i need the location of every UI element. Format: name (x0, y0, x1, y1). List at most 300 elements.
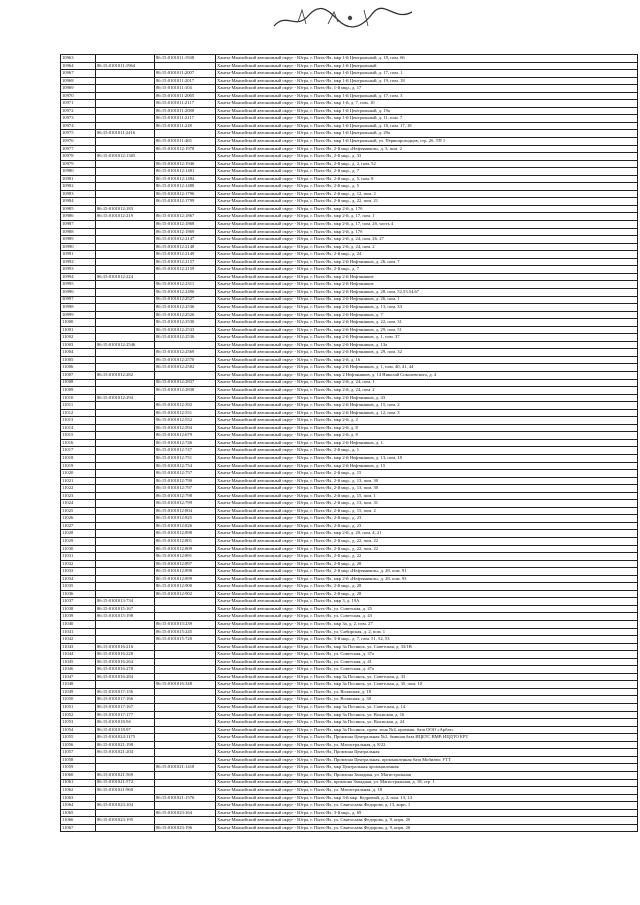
address-cell: Ханты-Мансийский автономный округ - Югра, г. Пыть-Ях, мкр 2-й Нефтяников, д. 13, пом. 33 (216, 304, 638, 312)
row-number-cell: 11064 (61, 802, 96, 810)
old-cadastral-number-cell (96, 447, 155, 455)
address-cell: Ханты-Мансийский автономный округ - Югра, г. Пыть-Ях, 2-й мкр «Нефтяников», д. 28, пом. 91 (216, 568, 638, 576)
old-cadastral-number-cell (96, 824, 155, 832)
table-row (61, 243, 638, 251)
address-cell: Ханты-Мансийский автономный округ - Югра, г. Пыть-Ях, мкр 2-й Нефтяников, д. 13а (216, 341, 638, 349)
new-cadastral-number-cell: 86:15:0101011:2065 (155, 92, 216, 100)
old-cadastral-number-cell: 86:15:0101017:156 (96, 688, 155, 696)
table-row (61, 424, 638, 432)
old-cadastral-number-cell (96, 538, 155, 546)
row-number-cell: 11012 (61, 409, 96, 417)
row-number-cell: 10986 (61, 213, 96, 221)
row-number-cell: 11063 (61, 794, 96, 802)
new-cadastral-number-cell: 86:15:0101015:720 (155, 636, 216, 644)
table-row (61, 605, 638, 613)
address-cell: Ханты-Мансийский автономный округ - Югра, г. Пыть-Ях, мкр 2-й, д. 8 (216, 424, 638, 432)
row-number-cell: 11045 (61, 658, 96, 666)
address-cell: Ханты-Мансийский автономный округ - Югра, г. Пыть-Ях, ул. Магистральная, д. 8/22 (216, 741, 638, 749)
row-number-cell: 11019 (61, 462, 96, 470)
address-cell: Ханты-Мансийский автономный округ - Югра, г. Пыть-Ях, ул. Волжская, д. 18 (216, 688, 638, 696)
old-cadastral-number-cell: 86:15:0101012:224 (96, 273, 155, 281)
address-cell: Ханты-Мансийский автономный округ - Югра, г. Пыть-Ях, ул. Советская, д. 43 (216, 613, 638, 621)
table-row (61, 673, 638, 681)
row-number-cell: 11049 (61, 688, 96, 696)
address-cell: Ханты-Мансийский автономный округ - Югра, г. Пыть-Ях, ул. Волжская, д. 30 (216, 696, 638, 704)
table-row (61, 273, 638, 281)
row-number-cell: 10992 (61, 258, 96, 266)
new-cadastral-number-cell: 86:15:0101011:2117 (155, 100, 216, 108)
address-cell: Ханты-Мансийский автономный округ - Югра, г. Пыть-Ях, 3-й мкр., д. 69 (216, 809, 638, 817)
table-row (61, 590, 638, 598)
address-cell: Ханты-Мансийский автономный округ - Югра, г. Пыть-Ях, 2-й мкр., д. 13, пом. 30 (216, 485, 638, 493)
table-row (61, 55, 638, 63)
row-number-cell: 11017 (61, 447, 96, 455)
table-row (61, 266, 638, 274)
table-row (61, 190, 638, 198)
old-cadastral-number-cell (96, 198, 155, 206)
new-cadastral-number-cell: 86:15:0101012:2570 (155, 356, 216, 364)
table-row (61, 688, 638, 696)
row-number-cell: 11060 (61, 771, 96, 779)
new-cadastral-number-cell: 86:15:0101012:2582 (155, 364, 216, 372)
old-cadastral-number-cell (96, 77, 155, 85)
address-cell: Ханты-Мансийский автономный округ - Югра, г. Пыть-Ях, мкр 1-й Центральный, д. 19а (216, 107, 638, 115)
old-cadastral-number-cell (96, 485, 155, 493)
table-row (61, 77, 638, 85)
old-cadastral-number-cell: 86:15:0101016:216 (96, 643, 155, 651)
old-cadastral-number-cell: 86:15:0101012:1305 (96, 153, 155, 161)
address-cell: Ханты-Мансийский автономный округ - Югра, г. Пыть-Ях, 2-й мкр., д. 22, пом. 22 (216, 538, 638, 546)
old-cadastral-number-cell: 86:15:0101015:167 (96, 605, 155, 613)
table-row (61, 530, 638, 538)
old-cadastral-number-cell (96, 122, 155, 130)
old-cadastral-number-cell: 86:15:0101017:177 (96, 711, 155, 719)
table-row (61, 621, 638, 629)
new-cadastral-number-cell (155, 771, 216, 779)
row-number-cell: 11061 (61, 779, 96, 787)
address-cell: Ханты-Мансийский автономный округ - Югра, г. Пыть-Ях, мкр 3а Посинск, ул. Волжская, д. 24 (216, 719, 638, 727)
table-row (61, 507, 638, 515)
address-cell: Ханты-Мансийский автономный округ - Югра, г. Пыть-Ях, 2-й мкр., д. 22, пом. 22 (216, 545, 638, 553)
address-cell: Ханты-Мансийский автономный округ - Югра, г. Пыть-Ях, мкр 2-й Нефтяников, д. 1 (216, 439, 638, 447)
address-cell: Ханты-Мансийский автономный округ - Югра, г. Пыть-Ях, Промзона Центральная (216, 749, 638, 757)
new-cadastral-number-cell (155, 756, 216, 764)
address-cell: Ханты-Мансийский автономный округ - Югра, г. Пыть-Ях, 2-й мкр., д. 15, пом. 1 (216, 492, 638, 500)
row-number-cell: 11021 (61, 477, 96, 485)
old-cadastral-number-cell: 86:15:0101021:569 (96, 771, 155, 779)
address-cell: Ханты-Мансийский автономный округ - Югра, г. Пыть-Ях, 3-й мкр., д. 7, пом. 51, 52, 53 (216, 636, 638, 644)
old-cadastral-number-cell (96, 432, 155, 440)
old-cadastral-number-cell (96, 568, 155, 576)
table-row (61, 221, 638, 229)
address-cell: Ханты-Мансийский автономный округ - Югра, г. Пыть-Ях, мкр 2-й Нефтяников, д. 15, пом. 2 (216, 402, 638, 410)
new-cadastral-number-cell: 86:15:0101012:1796 (155, 190, 216, 198)
address-cell: Ханты-Мансийский автономный округ - Югра, г. Пыть-Ях, мкр 2-й, д. 24, пом. 1 (216, 379, 638, 387)
new-cadastral-number-cell: 86:15:0101012:2837 (155, 379, 216, 387)
row-number-cell: 10982 (61, 183, 96, 191)
table-row (61, 485, 638, 493)
address-cell: Ханты-Мансийский автономный округ - Югра, г. Пыть-Ях, мкр 1-й Центральный, ул. Первопроходцев, стр. 2б, ТП 1 (216, 138, 638, 146)
address-cell: Ханты-Мансийский автономный округ - Югра, г. Пыть-Ях, Промзона Центральная, промышленная база Мобилюс УТТ (216, 756, 638, 764)
old-cadastral-number-cell (96, 439, 155, 447)
new-cadastral-number-cell: 86:15:0101015:245 (155, 628, 216, 636)
address-cell: Ханты-Мансийский автономный округ - Югра, г. Пыть-Ях, мкр 2-й Нефтяников, д. 26, пом. 1 (216, 296, 638, 304)
table-row (61, 439, 638, 447)
row-number-cell: 11065 (61, 809, 96, 817)
address-cell: Ханты-Мансийский автономный округ - Югра, г. Пыть-Ях, мкр 2-й, д. 24, пом. 2 (216, 243, 638, 251)
address-cell: Ханты-Мансийский автономный округ - Югра, г. Пыть-Ях, 2-й мкр., д. 24 (216, 251, 638, 259)
old-cadastral-number-cell (96, 183, 155, 191)
table-row (61, 553, 638, 561)
address-cell: Ханты-Мансийский автономный округ - Югра, г. Пыть-Ях, 2-й мкр., д. 15, пом. 2 (216, 507, 638, 515)
address-cell: Ханты-Мансийский автономный округ - Югра, г. Пыть-Ях, 2-й мкр., д. 15 (216, 470, 638, 478)
new-cadastral-number-cell: 86:15:0101012:751 (155, 454, 216, 462)
address-cell: Ханты-Мансийский автономный округ - Югра, г. Пыть-Ях, 2-й мкр., д. 2, пом. 52 (216, 160, 638, 168)
row-number-cell: 11001 (61, 326, 96, 334)
new-cadastral-number-cell (155, 605, 216, 613)
old-cadastral-number-cell (96, 545, 155, 553)
table-row (61, 160, 638, 168)
new-cadastral-number-cell: 86:15:0101012:790 (155, 477, 216, 485)
row-number-cell: 11023 (61, 492, 96, 500)
row-number-cell: 10976 (61, 138, 96, 146)
old-cadastral-number-cell (96, 138, 155, 146)
new-cadastral-number-cell: 86:15:0101012:747 (155, 447, 216, 455)
new-cadastral-number-cell: 86:15:0101011:104 (155, 85, 216, 93)
table-row (61, 462, 638, 470)
table-row (61, 432, 638, 440)
old-cadastral-number-cell: 86:15:0101018:94 (96, 719, 155, 727)
address-cell: Ханты-Мансийский автономный округ - Югра, г. Пыть-Ях, 2-й мкр «Нефтяников», д. 3, пом. 2 (216, 145, 638, 153)
new-cadastral-number-cell: 86:15:0101011:2080 (155, 107, 216, 115)
row-number-cell: 11051 (61, 704, 96, 712)
new-cadastral-number-cell: 86:15:0101012:799 (155, 500, 216, 508)
new-cadastral-number-cell: 86:15:0101012:757 (155, 470, 216, 478)
row-number-cell: 11042 (61, 636, 96, 644)
old-cadastral-number-cell (96, 409, 155, 417)
old-cadastral-number-cell (96, 515, 155, 523)
old-cadastral-number-cell (96, 794, 155, 802)
old-cadastral-number-cell (96, 500, 155, 508)
table-row (61, 704, 638, 712)
new-cadastral-number-cell: 86:15:0101012:897 (155, 560, 216, 568)
address-cell: Ханты-Мансийский автономный округ - Югра, г. Пыть-Ях, ул. Святослава Федорова, д. 9, корп. 2б (216, 817, 638, 825)
new-cadastral-number-cell: 86:15:0101012:2530 (155, 319, 216, 327)
address-cell: Ханты-Мансийский автономный округ - Югра, г. Пыть-Ях, 2-й мкр., д. 23 (216, 515, 638, 523)
new-cadastral-number-cell: 86:15:0101023:196 (155, 824, 216, 832)
new-cadastral-number-cell (155, 711, 216, 719)
table-row (61, 379, 638, 387)
old-cadastral-number-cell (96, 168, 155, 176)
address-cell: Ханты-Мансийский автономный округ - Югра, г. Пыть-Ях, ул. Советская, д. 41 (216, 658, 638, 666)
old-cadastral-number-cell (96, 258, 155, 266)
row-number-cell: 11009 (61, 387, 96, 395)
table-row (61, 749, 638, 757)
new-cadastral-number-cell: 86:15:0101012:891 (155, 553, 216, 561)
address-cell: Ханты-Мансийский автономный округ - Югра, г. Пыть-Ях, промзона Западная, ул. Магистральная, д. 18, стр. 1 (216, 779, 638, 787)
old-cadastral-number-cell (96, 251, 155, 259)
row-number-cell: 11054 (61, 726, 96, 734)
new-cadastral-number-cell (155, 719, 216, 727)
table-row (61, 145, 638, 153)
address-cell: Ханты-Мансийский автономный округ - Югра, г. Пыть-Ях, ул. Магистральная, д. 18 (216, 787, 638, 795)
old-cadastral-number-cell (96, 160, 155, 168)
table-row (61, 213, 638, 221)
address-cell: Ханты-Мансийский автономный округ - Югра, г. Пыть-Ях, мкр 2-й Нефтяников, д. 12, пом. 3 (216, 409, 638, 417)
row-number-cell: 11005 (61, 356, 96, 364)
table-row (61, 304, 638, 312)
table-row (61, 651, 638, 659)
new-cadastral-number-cell: 86:15:0101012:1484 (155, 175, 216, 183)
table-row (61, 598, 638, 606)
row-number-cell: 11039 (61, 613, 96, 621)
table-row (61, 364, 638, 372)
row-number-cell: 11000 (61, 319, 96, 327)
table-row (61, 228, 638, 236)
row-number-cell: 11024 (61, 500, 96, 508)
new-cadastral-number-cell (155, 696, 216, 704)
old-cadastral-number-cell: 86:15:0101013:734 (96, 598, 155, 606)
old-cadastral-number-cell: 86:15:0101023:195 (96, 817, 155, 825)
table-row (61, 130, 638, 138)
row-number-cell: 10969 (61, 85, 96, 93)
old-cadastral-number-cell (96, 296, 155, 304)
row-number-cell: 11056 (61, 741, 96, 749)
new-cadastral-number-cell: 86:15:0101012:902 (155, 590, 216, 598)
old-cadastral-number-cell (96, 454, 155, 462)
address-cell: Ханты-Мансийский автономный округ - Югра, г. Пыть-Ях, 2-й мкр., д. 13, пом. 30 (216, 477, 638, 485)
new-cadastral-number-cell: 86:15:0101011:2017 (155, 77, 216, 85)
new-cadastral-number-cell (155, 802, 216, 810)
new-cadastral-number-cell: 86:15:0101023:164 (155, 809, 216, 817)
row-number-cell: 11029 (61, 538, 96, 546)
new-cadastral-number-cell (155, 688, 216, 696)
old-cadastral-number-cell: 86:15:0101012:219 (96, 213, 155, 221)
address-cell: Ханты-Мансийский автономный округ - Югра, г. Пыть-Ях, 2-й мкр., д. 7 (216, 168, 638, 176)
new-cadastral-number-cell (155, 673, 216, 681)
row-number-cell: 11020 (61, 470, 96, 478)
table-row (61, 643, 638, 651)
address-cell: Ханты-Мансийский автономный округ - Югра, г. Пыть-Ях, мкр 1-й Центральный (216, 62, 638, 70)
table-row (61, 809, 638, 817)
table-row (61, 696, 638, 704)
new-cadastral-number-cell (155, 726, 216, 734)
table-row (61, 560, 638, 568)
new-cadastral-number-cell (155, 273, 216, 281)
table-row (61, 311, 638, 319)
table-row (61, 115, 638, 123)
old-cadastral-number-cell (96, 560, 155, 568)
row-number-cell: 10983 (61, 190, 96, 198)
row-number-cell: 11067 (61, 824, 96, 832)
table-row (61, 281, 638, 289)
old-cadastral-number-cell (96, 349, 155, 357)
new-cadastral-number-cell: 86:15:0101012:1978 (155, 145, 216, 153)
row-number-cell: 11038 (61, 605, 96, 613)
address-cell: Ханты-Мансийский автономный округ - Югра, г. Пыть-Ях, мкр 2-й Нефтяников, д. 15 (216, 462, 638, 470)
row-number-cell: 10964 (61, 62, 96, 70)
table-row (61, 787, 638, 795)
row-number-cell: 11007 (61, 371, 96, 379)
table-row (61, 666, 638, 674)
old-cadastral-number-cell (96, 55, 155, 63)
table-row (61, 205, 638, 213)
row-number-cell: 11066 (61, 817, 96, 825)
table-row (61, 198, 638, 206)
table-row (61, 568, 638, 576)
row-number-cell: 10963 (61, 55, 96, 63)
row-number-cell: 10974 (61, 122, 96, 130)
table-row (61, 817, 638, 825)
old-cadastral-number-cell (96, 100, 155, 108)
row-number-cell: 10977 (61, 145, 96, 153)
table-row (61, 70, 638, 78)
table-row (61, 477, 638, 485)
new-cadastral-number-cell (155, 651, 216, 659)
table-row (61, 515, 638, 523)
address-cell: Ханты-Мансийский автономный округ - Югра, г. Пыть-Ях, мкр 2-й Нефтяников, д. 7 (216, 311, 638, 319)
new-cadastral-number-cell: 86:15:0101012:1946 (155, 160, 216, 168)
old-cadastral-number-cell (96, 575, 155, 583)
new-cadastral-number-cell: 86:15:0101012:2526 (155, 311, 216, 319)
table-row (61, 349, 638, 357)
address-cell: Ханты-Мансийский автономный округ - Югра, г. Пыть-Ях, мкр 3а Посинск, ул. Советская, д. 33/1В (216, 643, 638, 651)
new-cadastral-number-cell: 86:15:0101015:239 (155, 621, 216, 629)
new-cadastral-number-cell (155, 787, 216, 795)
old-cadastral-number-cell (96, 92, 155, 100)
table-row (61, 628, 638, 636)
address-cell: Ханты-Мансийский автономный округ - Югра, г. Пыть-Ях, мкр 2-й Нефтяников, д. 22, пом. 31 (216, 319, 638, 327)
address-cell: Ханты-Мансийский автономный округ - Югра, г. Пыть-Ях, мкр 2-й Нефтяников, д. 13, пом. 18 (216, 454, 638, 462)
old-cadastral-number-cell (96, 304, 155, 312)
row-number-cell: 10980 (61, 168, 96, 176)
row-number-cell: 10981 (61, 175, 96, 183)
address-cell: Ханты-Мансийский автономный округ - Югра, г. Пыть-Ях, мкр 2-й Нефтяников (216, 273, 638, 281)
table-row (61, 296, 638, 304)
table-row (61, 288, 638, 296)
table-row (61, 575, 638, 583)
row-number-cell: 11026 (61, 515, 96, 523)
table-row (61, 726, 638, 734)
table-row (61, 583, 638, 591)
old-cadastral-number-cell: 86:15:0101017:167 (96, 704, 155, 712)
table-row (61, 500, 638, 508)
address-cell: Ханты-Мансийский автономный округ - Югра, г. Пыть-Ях, мкр 1-й Центральный, д. 11, пом. 7 (216, 115, 638, 123)
row-number-cell: 10993 (61, 266, 96, 274)
table-row (61, 387, 638, 395)
registry-table (60, 54, 638, 832)
old-cadastral-number-cell (96, 756, 155, 764)
new-cadastral-number-cell (155, 598, 216, 606)
new-cadastral-number-cell: 86:15:0101012:899 (155, 575, 216, 583)
row-number-cell: 10999 (61, 311, 96, 319)
row-number-cell: 10995 (61, 281, 96, 289)
row-number-cell: 11030 (61, 545, 96, 553)
row-number-cell: 11059 (61, 764, 96, 772)
old-cadastral-number-cell (96, 221, 155, 229)
table-row (61, 522, 638, 530)
table-row (61, 183, 638, 191)
address-cell: Ханты-Мансийский автономный округ - Югра, г. Пыть-Ях, 2-й мкр., д. 22 (216, 553, 638, 561)
new-cadastral-number-cell (155, 62, 216, 70)
row-number-cell: 10996 (61, 288, 96, 296)
address-cell: Ханты-Мансийский автономный округ - Югра, г. Пыть-Ях, 2-й мкр., д. 12, пом. 2 (216, 190, 638, 198)
row-number-cell: 11055 (61, 734, 96, 742)
row-number-cell: 10971 (61, 100, 96, 108)
address-cell: Ханты-Мансийский автономный округ - Югра, г. Пыть-Ях, мкр 1-й Центральный, д. 19, пом. 18 (216, 77, 638, 85)
new-cadastral-number-cell: 86:15:0101012:1481 (155, 168, 216, 176)
address-cell: Ханты-Мансийский автономный округ - Югра, г. Пыть-Ях, мкр 2-й, д. 24, пом. 26, 27 (216, 236, 638, 244)
row-number-cell: 11006 (61, 364, 96, 372)
table-row (61, 636, 638, 644)
address-cell: Ханты-Мансийский автономный округ - Югра, г. Пыть-Ях, мкр 2-й Нефтяников, д. 43 (216, 394, 638, 402)
address-cell: Ханты-Мансийский автономный округ - Югра, г. Пыть-Ях, 2-й мкр., д. 7 (216, 266, 638, 274)
old-cadastral-number-cell (96, 621, 155, 629)
address-cell: Ханты-Мансийский автономный округ - Югра, г. Пыть-Ях, мкр 3а Посинск, ул. Волжская, д. 16 (216, 711, 638, 719)
row-number-cell: 10978 (61, 153, 96, 161)
new-cadastral-number-cell: 86:15:0101012:801 (155, 538, 216, 546)
old-cadastral-number-cell: 86:15:0101012:183 (96, 205, 155, 213)
row-number-cell: 10984 (61, 198, 96, 206)
old-cadastral-number-cell: 86:15:0101021:198 (96, 741, 155, 749)
row-number-cell: 11062 (61, 787, 96, 795)
new-cadastral-number-cell: 86:15:0101012:2527 (155, 296, 216, 304)
old-cadastral-number-cell (96, 115, 155, 123)
address-cell: Ханты-Мансийский автономный округ - Югра, г. Пыть-Ях, мкр 3, д. 19А (216, 598, 638, 606)
new-cadastral-number-cell (155, 704, 216, 712)
table-row (61, 62, 638, 70)
address-cell: Ханты-Мансийский автономный округ - Югра, г. Пыть-Ях, 2-й мкр., д. 23 (216, 522, 638, 530)
registry-sheet (60, 54, 625, 832)
table-row (61, 454, 638, 462)
table-row (61, 251, 638, 259)
table-row (61, 741, 638, 749)
table-row (61, 771, 638, 779)
old-cadastral-number-cell (96, 681, 155, 689)
new-cadastral-number-cell: 86:15:0101011:228 (155, 122, 216, 130)
table-row (61, 545, 638, 553)
new-cadastral-number-cell: 86:15:0101012:797 (155, 485, 216, 493)
table-row (61, 319, 638, 327)
table-row (61, 681, 638, 689)
old-cadastral-number-cell (96, 107, 155, 115)
registry-table-body (61, 55, 638, 832)
new-cadastral-number-cell (155, 371, 216, 379)
new-cadastral-number-cell (155, 613, 216, 621)
address-cell: Ханты-Мансийский автономный округ - Югра, г. Пыть-Ях, мкр 2-й, д. 20, пом. 4, 21 (216, 530, 638, 538)
new-cadastral-number-cell (155, 666, 216, 674)
old-cadastral-number-cell (96, 553, 155, 561)
new-cadastral-number-cell: 86:15:0101012:1869 (155, 228, 216, 236)
old-cadastral-number-cell: 86:15:0101011:2416 (96, 130, 155, 138)
address-cell: Ханты-Мансийский автономный округ - Югра, г. Пыть-Ях, мкр 2-й «Нефтяников», д. 28, пом. 93 (216, 575, 638, 583)
row-number-cell: 10968 (61, 77, 96, 85)
old-cadastral-number-cell (96, 522, 155, 530)
row-number-cell: 10990 (61, 243, 96, 251)
old-cadastral-number-cell (96, 190, 155, 198)
new-cadastral-number-cell (155, 749, 216, 757)
new-cadastral-number-cell: 86:15:0101012:2536 (155, 334, 216, 342)
row-number-cell: 10985 (61, 205, 96, 213)
address-cell: Ханты-Мансийский автономный округ - Югра, г. Пыть-Ях, мкр 3а Посинск, ул. Советская, д. 33 (216, 673, 638, 681)
row-number-cell: 11034 (61, 575, 96, 583)
old-cadastral-number-cell (96, 326, 155, 334)
old-cadastral-number-cell: 86:15:0101012:294 (96, 394, 155, 402)
address-cell: Ханты-Мансийский автономный округ - Югра, г. Пыть-Ях, мкр 3а, д. 2, пом. 27 (216, 621, 638, 629)
row-number-cell: 11044 (61, 651, 96, 659)
old-cadastral-number-cell (96, 281, 155, 289)
old-cadastral-number-cell (96, 530, 155, 538)
